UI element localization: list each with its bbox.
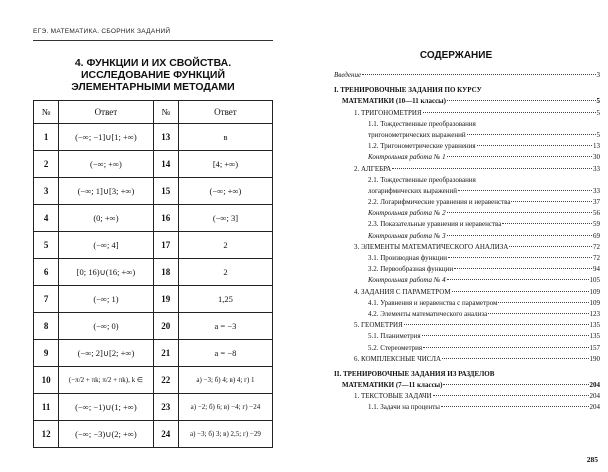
toc-entry-title: тригонометрических выражений: [368, 130, 466, 139]
toc-entry-title: II. ТРЕНИРОВОЧНЫЕ ЗАДАНИЯ ИЗ РАЗДЕЛОВ: [334, 369, 495, 378]
task-number: 1: [34, 124, 59, 151]
toc-entry-title: 4.1. Уравнения и неравенства с параметром: [368, 298, 498, 307]
toc-entry-page: 190: [589, 354, 600, 363]
dot-leader: [441, 406, 589, 407]
table-row: [34, 394, 273, 421]
table-row: [34, 232, 273, 259]
task-number: 15: [153, 178, 178, 205]
task-number: 14: [153, 151, 178, 178]
toc-entry-page: 5: [596, 97, 600, 106]
task-number: 2: [34, 151, 59, 178]
answer-cell: (−∞; −1)∪(1; +∞): [59, 394, 154, 421]
answer-cell: (−∞; −1]∪[1; +∞): [59, 124, 154, 151]
toc-entry-title: 5.1. Планиметрия: [368, 332, 421, 341]
toc-entry[interactable]: [334, 391, 600, 402]
answer-cell: (−∞; −3)∪(2; +∞): [59, 421, 154, 448]
header-rule: [33, 40, 273, 41]
section-title-line: ИССЛЕДОВАНИЕ ФУНКЦИЙ: [80, 69, 225, 81]
toc-entry[interactable]: [334, 70, 600, 81]
dot-leader: [477, 145, 592, 146]
table-row: [34, 286, 273, 313]
dot-leader: [502, 223, 592, 224]
table-row: [34, 178, 273, 205]
dot-leader: [447, 100, 596, 101]
answer-cell: [4; +∞): [178, 151, 272, 178]
dot-leader: [443, 384, 588, 385]
table-row: [34, 367, 273, 394]
toc-entry[interactable]: [334, 264, 600, 275]
running-header: ЕГЭ. МАТЕМАТИКА. СБОРНИК ЗАДАНИЙ: [33, 28, 171, 35]
toc-entry-page: 94: [593, 265, 600, 274]
toc-entry-page: 13: [593, 142, 600, 151]
answer-cell: (−∞; 1): [59, 286, 154, 313]
toc-entry[interactable]: [334, 119, 600, 130]
toc-entry-title: I. ТРЕНИРОВОЧНЫЕ ЗАДАНИЯ ПО КУРСУ: [334, 86, 482, 95]
toc-entry-page: 72: [593, 242, 600, 251]
toc-entry-title: 4. ЗАДАНИЯ С ПАРАМЕТРОМ: [354, 287, 451, 296]
toc-entry[interactable]: [334, 275, 600, 286]
dot-leader: [447, 212, 592, 213]
answer-cell: (0; +∞): [59, 205, 154, 232]
toc-entry[interactable]: [334, 208, 600, 219]
task-number: 9: [34, 340, 59, 367]
task-number: 21: [153, 340, 178, 367]
toc-entry-page: 56: [593, 209, 600, 218]
toc-entry-page: 135: [589, 332, 600, 341]
toc-entry[interactable]: [334, 369, 600, 380]
toc-entry-page: 37: [593, 198, 600, 207]
toc-entry[interactable]: [334, 402, 600, 413]
toc-entry-title: 1.2. Тригонометрические уравнения: [368, 142, 476, 151]
dot-leader: [447, 279, 589, 280]
answer-cell: в: [178, 124, 272, 151]
task-number: 10: [34, 367, 59, 394]
toc-entry-page: 135: [589, 321, 600, 330]
dot-leader: [447, 156, 592, 157]
dot-leader: [454, 268, 592, 269]
toc-entry[interactable]: [334, 130, 600, 141]
toc-entry-page: 33: [593, 164, 600, 173]
toc-entry-title: Контрольная работа № 4: [368, 276, 446, 285]
toc-entry-title: 1.1. Задачи на проценты: [368, 403, 440, 412]
toc-entry[interactable]: [334, 320, 600, 331]
table-row: [34, 151, 273, 178]
toc-entry-page: 204: [589, 381, 600, 390]
answer-table: [33, 100, 273, 448]
toc-entry-title: МАТЕМАТИКИ (7—11 классы): [342, 381, 443, 390]
dot-leader: [448, 257, 592, 258]
task-number: 5: [34, 232, 59, 259]
toc-entry-page: 105: [589, 276, 600, 285]
task-number: 12: [34, 421, 59, 448]
table-row: [34, 259, 273, 286]
task-number: 13: [153, 124, 178, 151]
column-header: Ответ: [178, 101, 272, 124]
toc-entry[interactable]: [334, 287, 600, 298]
toc-entry-page: 33: [593, 186, 600, 195]
toc-entry-page: 157: [589, 343, 600, 352]
table-row: [34, 124, 273, 151]
toc-entry-page: 3: [596, 71, 600, 79]
toc-entry[interactable]: [334, 175, 600, 186]
toc-entry-title: 6. КОМПЛЕКСНЫЕ ЧИСЛА: [354, 354, 442, 363]
page-number: 285: [586, 455, 598, 464]
toc-entry-title: 1. ТЕКСТОВЫЕ ЗАДАЧИ: [354, 392, 432, 401]
toc-entry-title: 3. ЭЛЕМЕНТЫ МАТЕМАТИЧЕСКОГО АНАЛИЗА: [354, 242, 509, 251]
answer-cell: (−π/2 + πk; π/2 + πk), k ∈: [59, 367, 154, 394]
left-page: [0, 0, 300, 472]
answer-cell: (−∞; 2]∪[2; +∞): [59, 340, 154, 367]
toc-entry-title: 2. АЛГЕБРА: [354, 164, 392, 173]
toc-entry-title: 2.1. Тождественные преобразования: [368, 175, 476, 184]
answer-cell: (−∞; +∞): [178, 178, 272, 205]
task-number: 19: [153, 286, 178, 313]
toc-entry-page: 204: [589, 392, 600, 401]
dot-leader: [423, 112, 596, 113]
toc-entry-page: 5: [596, 108, 600, 117]
section-title-line: ЭЛЕМЕНТАРНЫМИ МЕТОДАМИ: [71, 81, 235, 93]
answer-cell: (−∞; 0): [59, 313, 154, 340]
toc-entry-title: 2.3. Показательные уравнения и неравенства: [368, 220, 502, 229]
dot-leader: [458, 190, 592, 191]
toc-entry-page: 109: [589, 287, 600, 296]
table-row: [34, 340, 273, 367]
toc-entry[interactable]: [334, 197, 600, 208]
dot-leader: [498, 302, 588, 303]
dot-leader: [511, 201, 592, 202]
table-row: [34, 421, 273, 448]
task-number: 24: [153, 421, 178, 448]
task-number: 6: [34, 259, 59, 286]
task-number: 17: [153, 232, 178, 259]
toc-entry[interactable]: [334, 331, 600, 342]
dot-leader: [447, 235, 592, 236]
task-number: 8: [34, 313, 59, 340]
toc-entry-title: логарифмических выражений: [368, 186, 457, 195]
dot-leader: [442, 358, 588, 359]
answer-cell: a = −3: [178, 313, 272, 340]
right-page: [304, 0, 608, 472]
task-number: 23: [153, 394, 178, 421]
toc-entry[interactable]: [334, 164, 600, 175]
task-number: 7: [34, 286, 59, 313]
dot-leader: [452, 291, 589, 292]
toc-entry-title: 2.2. Логарифмические уравнения и неравенства: [368, 198, 511, 207]
toc-entry-page: 123: [589, 309, 600, 318]
toc-entry[interactable]: [334, 253, 600, 264]
toc-entry-title: 5.2. Стереометрия: [368, 343, 423, 352]
toc-entry-page: 30: [593, 153, 600, 162]
task-number: 4: [34, 205, 59, 232]
answer-cell: а) −2; б) 6; в) −4; г) −24: [178, 394, 272, 421]
column-header: №: [34, 101, 59, 124]
toc-entry-title: Контрольная работа № 2: [368, 209, 446, 218]
answer-cell: (−∞; 3]: [178, 205, 272, 232]
table-of-contents: [334, 70, 600, 414]
toc-entry-title: МАТЕМАТИКИ (10—11 классы): [342, 97, 446, 106]
toc-entry[interactable]: [334, 108, 600, 119]
column-header: №: [153, 101, 178, 124]
section-title: [33, 57, 273, 93]
toc-title: СОДЕРЖАНИЕ: [419, 50, 493, 61]
answer-cell: (−∞; 4]: [59, 232, 154, 259]
table-row: [34, 205, 273, 232]
toc-entry-page: 204: [589, 403, 600, 412]
toc-entry[interactable]: [334, 152, 600, 163]
answer-table-body: [34, 124, 273, 448]
dot-leader: [509, 246, 592, 247]
toc-entry-title: Введение: [334, 71, 362, 79]
dot-leader: [433, 395, 589, 396]
toc-entry-page: 5: [596, 130, 600, 139]
dot-leader: [423, 347, 588, 348]
toc-entry-page: 59: [593, 220, 600, 229]
toc-entry-page: 72: [593, 254, 600, 262]
toc-entry[interactable]: [334, 141, 600, 152]
toc-entry-title: 3.1. Производная функции: [368, 254, 448, 262]
dot-leader: [422, 335, 589, 336]
toc-entry-page: 69: [593, 231, 600, 240]
dot-leader: [362, 74, 595, 75]
toc-entry-title: 5. ГЕОМЕТРИЯ: [354, 321, 403, 330]
toc-entry[interactable]: [334, 219, 600, 230]
answer-cell: (−∞; 1]∪[3; +∞): [59, 178, 154, 205]
toc-entry-title: 4.2. Элементы математического анализа: [368, 309, 488, 318]
section-title-line: 4. ФУНКЦИИ И ИХ СВОЙСТВА.: [74, 57, 232, 69]
toc-entry-title: Контрольная работа № 3: [368, 231, 446, 240]
task-number: 3: [34, 178, 59, 205]
answer-cell: 2: [178, 232, 272, 259]
dot-leader: [467, 134, 596, 135]
dot-leader: [392, 168, 592, 169]
task-number: 18: [153, 259, 178, 286]
dot-leader: [404, 324, 589, 325]
table-header-row: [34, 101, 273, 124]
toc-entry[interactable]: [334, 96, 600, 107]
toc-entry[interactable]: [334, 309, 600, 320]
column-header: Ответ: [59, 101, 154, 124]
dot-leader: [488, 313, 588, 314]
task-number: 16: [153, 205, 178, 232]
toc-entry-title: 3.2. Первообразная функции: [368, 265, 454, 274]
task-number: 22: [153, 367, 178, 394]
toc-entry[interactable]: [334, 231, 600, 242]
toc-entry-title: 1.1. Тождественные преобразования: [368, 119, 476, 128]
answer-cell: [0; 16)∪(16; +∞): [59, 259, 154, 286]
task-number: 20: [153, 313, 178, 340]
toc-entry[interactable]: [334, 354, 600, 365]
toc-entry[interactable]: [334, 186, 600, 197]
toc-entry[interactable]: [334, 85, 600, 96]
table-row: [34, 313, 273, 340]
toc-entry-title: Контрольная работа № 1: [368, 153, 446, 162]
answer-cell: 1,25: [178, 286, 272, 313]
toc-entry[interactable]: [334, 380, 600, 391]
answer-cell: a = −8: [178, 340, 272, 367]
task-number: 11: [34, 394, 59, 421]
answer-cell: а) −3; б) 3; в) 2,5; г) −29: [178, 421, 272, 448]
toc-entry[interactable]: [334, 242, 600, 253]
answer-cell: а) −3; б) 4; в) 4; г) 1: [178, 367, 272, 394]
toc-entry[interactable]: [334, 343, 600, 354]
toc-entry-page: 109: [589, 298, 600, 307]
answer-cell: (−∞; +∞): [59, 151, 154, 178]
toc-entry[interactable]: [334, 298, 600, 309]
toc-entry-title: 1. ТРИГОНОМЕТРИЯ: [354, 108, 422, 117]
answer-cell: 2: [178, 259, 272, 286]
